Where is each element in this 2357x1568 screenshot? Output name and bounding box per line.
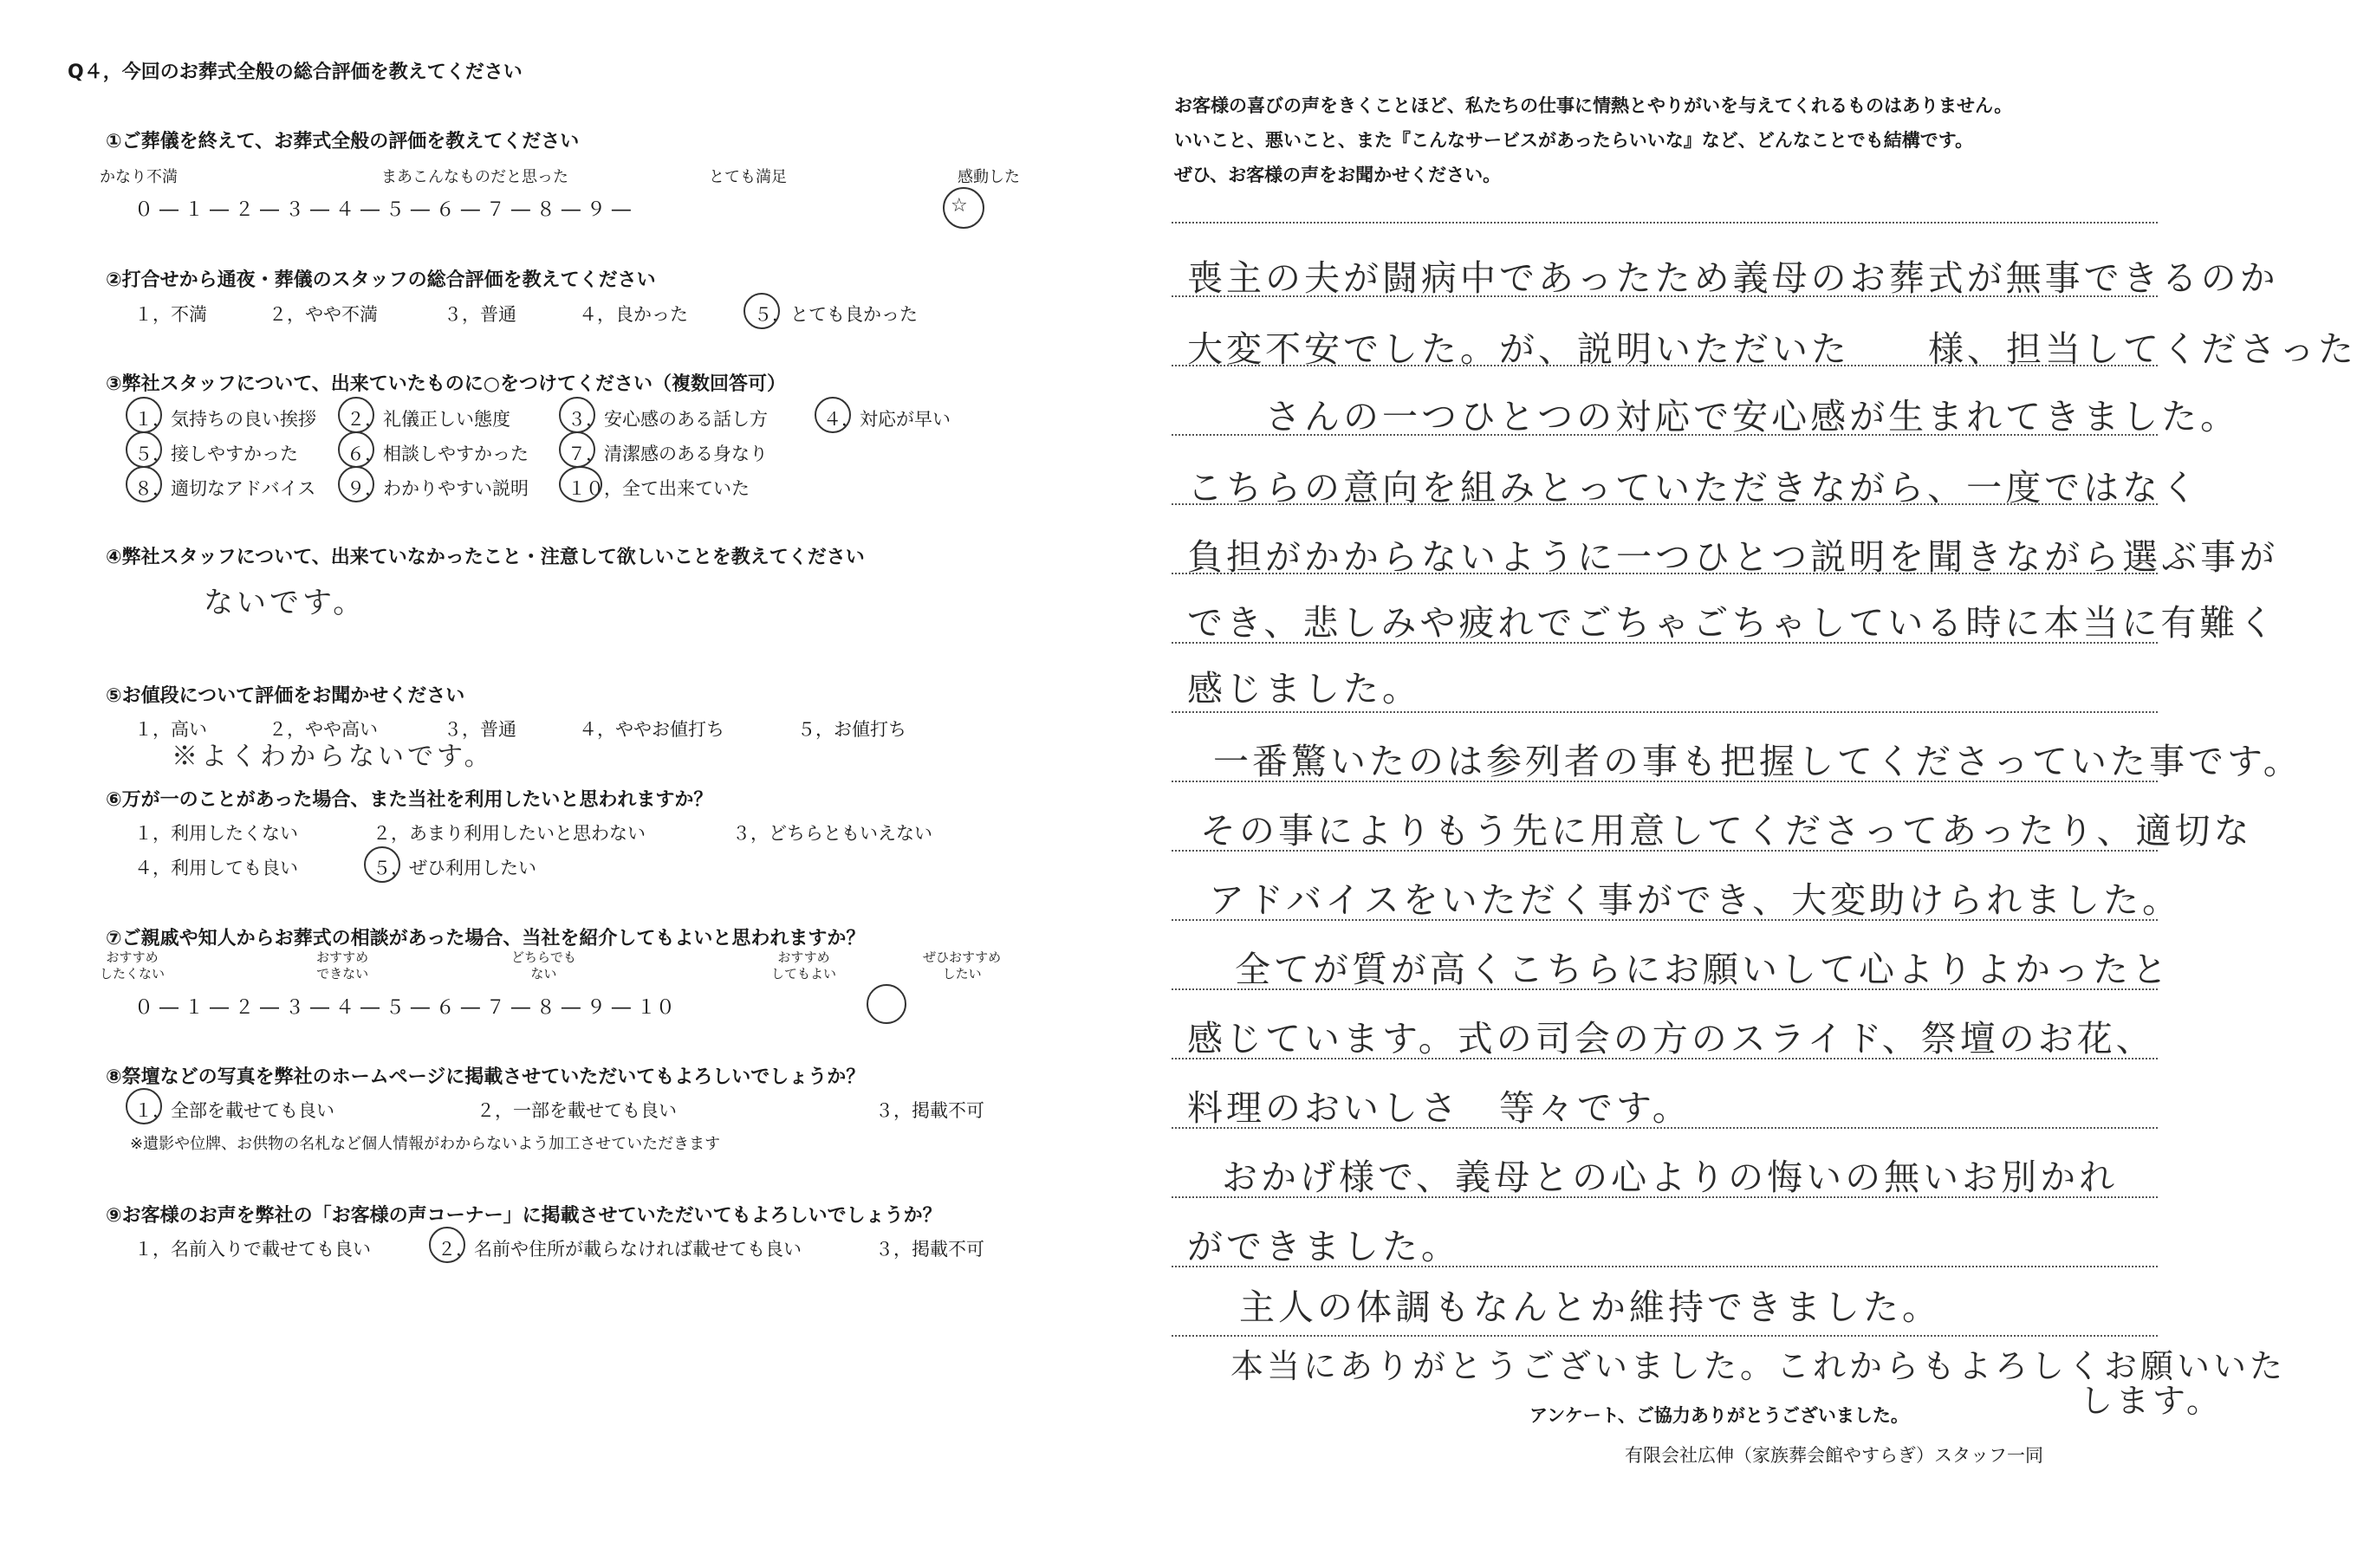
answer-circle-mark bbox=[338, 466, 374, 502]
q9-option-3: ３，掲載不可 bbox=[875, 1239, 984, 1260]
handwritten-line: 感じています。式の司会の方のスライド、祭壇のお花、 bbox=[1187, 1018, 2155, 1059]
question-3-heading: ③弊社スタッフについて、出来ていたものに○をつけてください（複数回答可） bbox=[106, 373, 786, 395]
question-2-heading: ②打合せから通夜・葬儀のスタッフの総合評価を教えてください bbox=[106, 269, 656, 291]
q5-option-1: １，高い bbox=[134, 719, 207, 740]
question-1-heading: ①ご葬儀を終えて、お葬式全般の評価を教えてください bbox=[106, 131, 580, 152]
q8-option-2: ２，一部を載せても良い bbox=[477, 1100, 677, 1121]
answer-circle-mark bbox=[743, 293, 780, 329]
q3-option-1: １，気持ちの良い挨拶 bbox=[134, 409, 316, 430]
answer-circle-mark bbox=[364, 846, 400, 883]
ruled-line bbox=[1172, 1335, 2158, 1337]
q3-option-7: ７，清潔感のある身なり bbox=[568, 444, 768, 464]
handwritten-line: でき、悲しみや疲れでごちゃごちゃしている時に本当に有難く bbox=[1187, 602, 2278, 644]
q2-option-1: １，不満 bbox=[134, 304, 207, 325]
recommend-scale-0-10: ０ ― １ ― ２ ― ３ ― ４ ― ５ ― ６ ― ７ ― ８ ― ９ ― １０ bbox=[134, 997, 675, 1019]
handwritten-line: 本当にありがとうございました。これからもよろしくお願いいた bbox=[1230, 1347, 2287, 1385]
answer-circle-mark bbox=[126, 1088, 162, 1124]
answer-circle-mark bbox=[126, 431, 162, 468]
q8-option-3: ３，掲載不可 bbox=[875, 1100, 984, 1121]
q6-option-2: ２，あまり利用したいと思わない bbox=[373, 823, 646, 844]
q3-option-4: ４，対応が早い bbox=[823, 409, 951, 430]
q2-option-5: ５，とても良かった bbox=[754, 304, 918, 325]
handwritten-line: 料理のおいしさ 等々です。 bbox=[1187, 1087, 1691, 1129]
q5-handwritten-note: ※よくわからないです。 bbox=[172, 742, 494, 772]
handwritten-line: ができました。 bbox=[1187, 1226, 1460, 1267]
q8-note: ※遺影や位牌、お供物の名札など個人情報がわからないよう加工させていただきます bbox=[130, 1135, 721, 1153]
q7-label-strongly-recommend: ぜひおすすめ したい bbox=[923, 949, 1002, 982]
answer-circle-mark bbox=[867, 984, 906, 1024]
q2-option-2: ２，やや不満 bbox=[269, 304, 378, 325]
q5-option-3: ３，普通 bbox=[444, 719, 516, 740]
answer-circle-mark bbox=[338, 431, 374, 468]
q8-option-1: １，全部を載せても良い bbox=[134, 1100, 334, 1121]
scale-label-very-dissatisfied: かなり不満 bbox=[100, 168, 178, 186]
survey-section-title: Q４，今回のお葬式全般の総合評価を教えてください bbox=[68, 62, 523, 83]
q5-option-2: ２，やや高い bbox=[269, 719, 378, 740]
q5-option-5: ５，お値打ち bbox=[797, 719, 906, 740]
handwritten-line: 一番驚いたのは参列者の事も把握してくださっていた事です。 bbox=[1213, 741, 2302, 782]
handwritten-line: します。 bbox=[2080, 1382, 2223, 1420]
q6-option-3: ３，どちらともいえない bbox=[732, 823, 932, 844]
handwritten-line: 負担がかからないように一つひとつ説明を聞きながら選ぶ事が bbox=[1187, 536, 2279, 578]
question-8-heading: ⑧祭壇などの写真を弊社のホームページに掲載させていただいてもよろしいでしょうか？ bbox=[106, 1066, 866, 1088]
rating-scale-0-9: ０ ― １ ― ２ ― ３ ― ４ ― ５ ― ６ ― ７ ― ８ ― ９ ― bbox=[134, 199, 631, 221]
handwritten-line: アドバイスをいただく事ができ、大変助けられました。 bbox=[1209, 879, 2182, 921]
answer-circle-mark bbox=[126, 466, 162, 502]
q3-option-10: １０，全て出来ていた bbox=[568, 478, 750, 499]
q3-option-6: ６，相談しやすかった bbox=[347, 444, 529, 464]
q3-option-2: ２，礼儀正しい態度 bbox=[347, 409, 510, 430]
handwritten-line: 感じました。 bbox=[1187, 668, 1421, 709]
ruled-line bbox=[1172, 711, 2158, 713]
answer-circle-mark bbox=[559, 431, 595, 468]
answer-circle-mark bbox=[126, 397, 162, 433]
handwritten-line: こちらの意向を組みとっていただきながら、一度ではなく bbox=[1187, 467, 2201, 509]
intro-line-3: ぜひ、お客様の声をお聞かせください。 bbox=[1174, 165, 1502, 185]
handwritten-line: さんの一つひとつの対応で安心感が生まれてきました。 bbox=[1265, 396, 2240, 437]
q6-option-4: ４，利用しても良い bbox=[134, 858, 298, 878]
answer-circle-mark bbox=[338, 397, 374, 433]
closing-thanks: アンケート、ご協力ありがとうございました。 bbox=[1529, 1405, 1909, 1426]
q9-option-2: ２，名前や住所が載らなければ載せても良い bbox=[438, 1239, 802, 1260]
q7-label-may-recommend: おすすめ してもよい bbox=[771, 949, 837, 982]
q2-option-4: ４，良かった bbox=[579, 304, 688, 325]
q9-option-1: １，名前入りで載せても良い bbox=[134, 1239, 371, 1260]
q4-handwritten-answer: ないです。 bbox=[204, 586, 367, 620]
answer-circle-mark bbox=[943, 187, 984, 229]
answer-circle-mark bbox=[429, 1227, 465, 1263]
q3-option-5: ５，接しやすかった bbox=[134, 444, 298, 464]
handwritten-line: 大変不安でした。が、説明いただいた 様、担当してくださった bbox=[1187, 328, 2357, 370]
ruled-line bbox=[1172, 222, 2158, 224]
scale-label-average: まあこんなものだと思った bbox=[381, 168, 568, 186]
q7-label-not-recommend: おすすめ したくない bbox=[100, 949, 166, 982]
question-9-heading: ⑨お客様のお声を弊社の「お客様の声コーナー」に掲載させていただいてもよろしいでしょうか？ bbox=[106, 1205, 942, 1227]
intro-line-1: お客様の喜びの声をきくことほど、私たちの仕事に情熱とやりがいを与えてくれるものはありません。 bbox=[1174, 95, 2013, 116]
q6-option-1: １，利用したくない bbox=[134, 823, 298, 844]
star-icon: ☆ bbox=[951, 195, 968, 217]
question-4-heading: ④弊社スタッフについて、出来ていなかったこと・注意して欲しいことを教えてください bbox=[106, 547, 865, 568]
question-5-heading: ⑤お値段について評価をお聞かせください bbox=[106, 685, 465, 707]
handwritten-line: おかげ様で、義母との心よりの悔いの無いお別かれ bbox=[1222, 1157, 2119, 1198]
question-7-heading: ⑦ご親戚や知人からお葬式の相談があった場合、当社を紹介してもよいと思われますか？ bbox=[106, 928, 866, 949]
q5-option-4: ４，ややお値打ち bbox=[579, 719, 724, 740]
scale-label-satisfied: とても満足 bbox=[709, 168, 787, 186]
answer-circle-mark bbox=[559, 397, 595, 433]
answer-circle-mark bbox=[815, 397, 851, 433]
q6-option-5: ５，ぜひ利用したい bbox=[373, 858, 536, 878]
q7-label-cannot-recommend: おすすめ できない bbox=[316, 949, 369, 982]
answer-circle-mark bbox=[559, 466, 602, 502]
scale-label-moved: 感動した bbox=[958, 168, 1020, 186]
question-6-heading: ⑥万が一のことがあった場合、また当社を利用したいと思われますか？ bbox=[106, 789, 713, 811]
intro-line-2: いいこと、悪いこと、また『こんなサービスがあったらいいな』など、どんなことでも結構です。 bbox=[1174, 130, 1974, 151]
q7-label-neutral: どちらでも ない bbox=[511, 949, 576, 982]
q3-option-9: ９，わかりやすい説明 bbox=[347, 478, 529, 499]
handwritten-line: 全てが質が高くこちらにお願いして心よりよかったと bbox=[1235, 949, 2171, 990]
q3-option-3: ３，安心感のある話し方 bbox=[568, 409, 768, 430]
handwritten-line: 喪主の夫が闘病中であったため義母のお葬式が無事できるのか bbox=[1187, 257, 2279, 299]
handwritten-line: その事によりもう先に用意してくださってあったり、適切な bbox=[1200, 810, 2253, 852]
q2-option-3: ３，普通 bbox=[444, 304, 516, 325]
handwritten-line: 主人の体調もなんとか維持できました。 bbox=[1239, 1286, 1941, 1328]
q3-option-8: ８，適切なアドバイス bbox=[134, 478, 316, 499]
company-signature: 有限会社広伸（家族葬会館やすらぎ）スタッフ一同 bbox=[1625, 1445, 2043, 1466]
